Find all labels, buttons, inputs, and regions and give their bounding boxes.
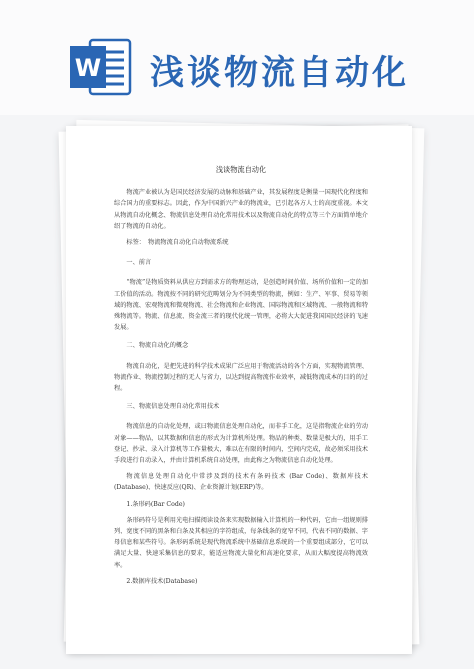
section-heading: 二、物流自动化的概念 xyxy=(126,342,189,350)
header-banner xyxy=(0,0,474,115)
body-paragraph: 物流自动化，是把先进的科学技术成果广泛应用于物流活动的各个方面，实现物流管理、物流作业、物流控制过程的无人与省力，以达到提高物流作业效率，减低物流成本的目的的过程。 xyxy=(114,362,368,393)
keywords-line: 标签： 物流物流自动化自动物流系统 xyxy=(126,239,229,247)
document-page xyxy=(66,126,412,654)
body-paragraph: 物流信息的自动化处理，或曰物流信息处理自动化，而非手工化，这是指物流企业的劳动对象——物品，以其数据和信息的形式为计算机所处理。物品的种类、数量是极大的，用手工登记、抄录、录入计算机等工作量极大，难以在有限的时间内，空间内完成，故必须采用技术手段进行自动录入，并由计算机系统自动处理，由此称之为物流信息自动化处理。 xyxy=(114,423,368,465)
body-paragraph: 条形码符号是利用光电扫描阅读设备来实现数据输入计算机的一种代码，它由一组规则排列、宽度不同的黑条和白条及其相应的字符组成，每条线条的宽窄不同，代表不同的数据、字母信息和某些符号。条形码系统是现代物流系统中基础信息系统的一个重要组成部分，它可以满足大量、快速采集信息的要求，能适应物流大量化和高速化要求，从而大幅度提高物流效率。 xyxy=(114,516,368,569)
document-content xyxy=(114,164,368,592)
logo-letter: W xyxy=(74,54,102,82)
section-heading: 一、前言 xyxy=(126,259,152,267)
banner-title: 浅谈物流自动化 xyxy=(150,53,409,93)
abstract-paragraph: 物流产业被认为是国民经济发展的动脉和基础产业，其发展程度是衡量一国现代化程度和综合国力的重要标志。因此，作为中国新兴产业的物流业，已引起各方人士的高度重视。本文从物流自动化概念、物流信息处理自动化常用技术以及物流自动化的特点等三个方面简单地介绍了物流的自动化。 xyxy=(114,189,368,230)
subsection-heading: 2.数据库技术(Database) xyxy=(126,577,198,585)
subsection-heading: 1.条形码(Bar Code) xyxy=(126,500,185,508)
body-paragraph: “物流”是物质资料从供应方到需求方的物理运动，是创造时间价值、场所价值和一定的加工价值的活动。物流按不同的研究范畴划分为不同类型的物流，例如：生产、军事、贸易等领域的物流、宏观物流和微观物流、社会物流和企业物流、国际物流和区域物流、一般物流和特殊物流等。物流、信息流、资金流三者的现代化统一管理，必将大大促进我国国民经济的飞速发展。 xyxy=(114,279,368,332)
document-title: 浅谈物流自动化 xyxy=(215,165,267,174)
body-paragraph: 物流信息处理自动化中常涉及到的技术有条码技术 (Bar Code)、数据库技术 (Database)、快速反应(QR)、企业资源计划(ERP)等。 xyxy=(114,473,368,492)
word-logo-icon xyxy=(70,38,132,96)
section-heading: 三、物流信息处理自动化常用技术 xyxy=(126,403,220,411)
